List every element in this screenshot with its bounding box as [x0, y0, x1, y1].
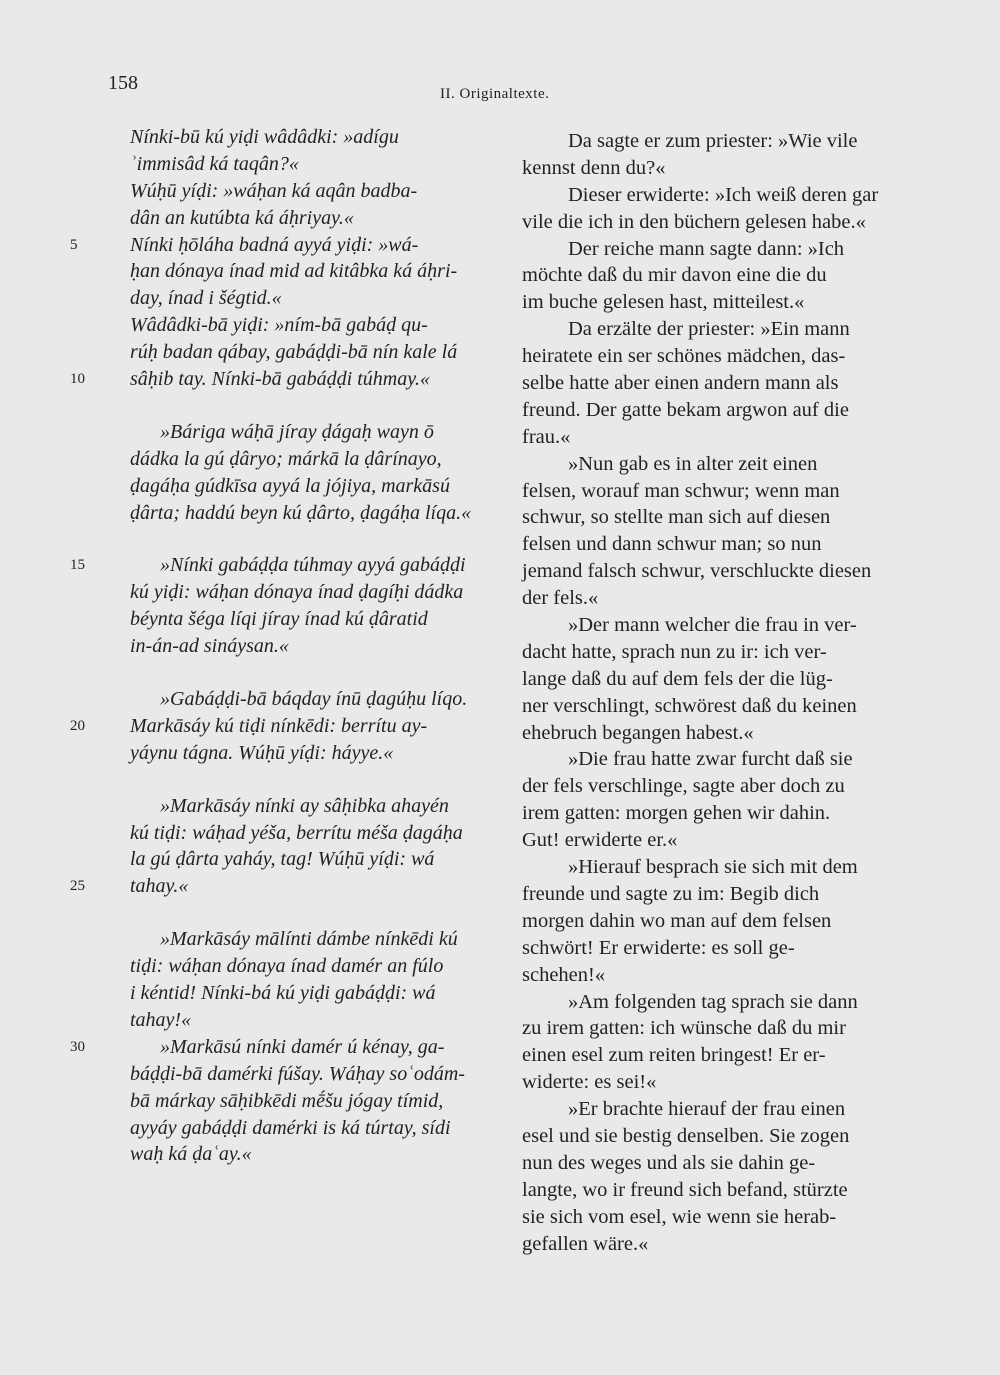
text-line: esel und sie bestig denselben. Sie zogen — [522, 1124, 850, 1147]
text-line — [70, 1115, 510, 1142]
text-line: vile die ich in den büchern gelesen habe.« — [522, 210, 866, 233]
line-text: ḍagáḥa gúdkīsa ayyá la jójiya, markāsú — [130, 474, 450, 497]
line-text: ḍârta; haddú beyn kú ḍârto, ḍagáḥa líqa.« — [130, 501, 472, 524]
paragraph-gap — [70, 660, 510, 686]
text-line: langte, wo ir freund sich befand, stürzte — [522, 1178, 848, 1201]
text-line — [70, 205, 510, 232]
line-text: Wâdâdki-bā yiḍi: »ním-bā gabáḍ qu- — [130, 314, 428, 337]
text-line — [70, 151, 510, 178]
text-line: schwur, so stellte man sich auf diesen — [522, 506, 831, 529]
line-text: tahay!« — [130, 1008, 192, 1031]
line-text: sâḥib tay. Nínki-bā gabáḍḍi túhmay.« — [130, 368, 430, 391]
text-line: möchte daß du mir davon eine die du — [522, 264, 827, 287]
line-text: tiḍi: wáḥan dónaya ínad damér an fúlo — [130, 955, 444, 978]
text-line: jemand falsch schwur, verschluckte diesen — [522, 560, 872, 583]
line-text: béynta šéga líqi jíray ínad kú ḍâratid — [130, 608, 428, 631]
text-line: Gut! erwiderte er.« — [522, 829, 678, 852]
text-line — [70, 1088, 510, 1115]
line-text: »Markāsáy mālínti dámbe nínkēdi kú — [160, 928, 458, 951]
line-number: 25 — [70, 878, 85, 895]
text-line: »Er brachte hierauf der frau einen — [568, 1098, 846, 1121]
text-line — [70, 1061, 510, 1088]
text-line — [70, 1034, 510, 1061]
text-line: »Am folgenden tag sprach sie dann — [568, 990, 858, 1013]
page-number: 158 — [108, 72, 138, 94]
line-text: báḍḍi-bā damérki fúšay. Wáḥay soʿodám- — [130, 1062, 465, 1085]
text-line: schehen!« — [522, 963, 606, 986]
text-line — [70, 419, 510, 446]
paragraph-gap — [70, 900, 510, 926]
text-line: Der reiche mann sagte dann: »Ich — [568, 237, 845, 260]
text-line — [70, 926, 510, 953]
line-text: in-án-ad sináysan.« — [130, 635, 289, 658]
line-number: 30 — [70, 1038, 85, 1055]
text-line — [70, 980, 510, 1007]
paragraph-gap — [70, 767, 510, 793]
running-head: II. Originaltexte. — [440, 86, 550, 102]
text-line: selbe hatte aber einen andern mann als — [522, 372, 839, 395]
text-line: heiratete ein ser schönes mädchen, das- — [522, 345, 846, 368]
line-number: 10 — [70, 371, 85, 388]
line-text: tahay.« — [130, 875, 189, 898]
line-text: ḥan dónaya ínad mid ad kitâbka ká áḥri- — [130, 260, 458, 283]
line-text: »Nínki gabáḍḍa túhmay ayyá gabáḍḍi — [160, 554, 466, 577]
line-number: 20 — [70, 717, 85, 734]
text-line — [70, 473, 510, 500]
text-line — [70, 285, 510, 312]
line-number: 15 — [70, 557, 85, 574]
text-line — [70, 713, 510, 740]
line-text: kú tiḍi: wáḥad yéša, berrítu méša ḍagáḥa — [130, 821, 463, 844]
text-line: zu irem gatten: ich wünsche daß du mir — [522, 1017, 846, 1040]
line-text: Nínki ḥōláha badná ayyá yiḍi: »wá- — [130, 233, 419, 256]
text-line — [70, 339, 510, 366]
paragraph-gap — [70, 526, 510, 552]
line-text: ʾimmisâd ká taqân?« — [130, 152, 299, 175]
text-line: der fels verschlinge, sagte aber doch zu — [522, 775, 845, 798]
text-line: Dieser erwiderte: »Ich weiß deren gar — [568, 183, 879, 206]
line-text: rúḥ badan qábay, gabáḍḍi-bā nín kale lá — [130, 341, 458, 364]
line-text: day, ínad i šégtid.« — [130, 287, 282, 310]
text-line — [70, 1007, 510, 1034]
paragraph-gap — [70, 393, 510, 419]
line-text: »Markāsáy nínki ay sâḥibka ahayén — [160, 794, 449, 817]
text-line: Da erzälte der priester: »Ein mann — [568, 318, 850, 341]
text-line — [70, 178, 510, 205]
text-line — [70, 552, 510, 579]
line-text: »Gabáḍḍi-bā báqday ínū ḍagúḥu líqo. — [160, 688, 468, 711]
text-line: lange daß du auf dem fels der die lüg- — [522, 667, 833, 690]
line-text: ayyáy gabáḍḍi damérki is ká túrtay, sídi — [130, 1116, 451, 1139]
line-text: kú yiḍi: wáḥan dónaya ínad ḍagíḥi dádka — [130, 581, 464, 604]
text-line — [70, 1141, 510, 1168]
text-line — [70, 606, 510, 633]
text-line — [70, 124, 510, 151]
text-line: »Der mann welcher die frau in ver- — [568, 614, 857, 637]
text-line: schwört! Er erwiderte: es soll ge- — [522, 936, 795, 959]
text-line: freund. Der gatte bekam argwon auf die — [522, 398, 849, 421]
text-line: dacht hatte, sprach nun zu ir: ich ver- — [522, 640, 827, 663]
text-line: felsen und dann schwur man; so nun — [522, 533, 822, 556]
text-line: frau.« — [522, 425, 571, 448]
text-line: widerte: es sei!« — [522, 1071, 657, 1094]
line-text: dádka la gú ḍâryo; márkā la ḍârínayo, — [130, 447, 442, 470]
text-line — [70, 232, 510, 259]
text-line — [70, 579, 510, 606]
line-text: dân an kutúbta ká áḥriyay.« — [130, 206, 354, 229]
text-line: gefallen wäre.« — [522, 1232, 649, 1255]
text-line — [70, 686, 510, 713]
text-line: »Nun gab es in alter zeit einen — [568, 452, 818, 475]
text-line: morgen dahin wo man auf dem felsen — [522, 909, 832, 932]
text-line — [70, 846, 510, 873]
line-text: waḥ ká ḍaʿay.« — [130, 1143, 252, 1166]
text-line: felsen, worauf man schwur; wenn man — [522, 479, 840, 502]
text-line: nun des weges und als sie dahin ge- — [522, 1151, 816, 1174]
text-line: ner verschlingt, schwörest daß du keinen — [522, 694, 857, 717]
line-number: 5 — [70, 236, 78, 253]
text-line — [70, 633, 510, 660]
line-text: Markāsáy kú tiḍi nínkēdi: berrítu ay- — [130, 714, 428, 737]
text-line — [70, 740, 510, 767]
line-text: Nínki-bū kú yiḍi wâdâdki: »adígu — [130, 126, 399, 148]
text-line — [70, 820, 510, 847]
text-line: der fels.« — [522, 587, 599, 610]
text-line: im buche gelesen hast, mitteilest.« — [522, 291, 805, 314]
text-line: ehebruch begangen habest.« — [522, 721, 754, 744]
line-text: Wúḥū yíḍi: »wáḥan ká aqân badba- — [130, 179, 418, 202]
text-line: irem gatten: morgen gehen wir dahin. — [522, 802, 831, 825]
text-line: sie sich vom esel, wie wenn sie herab- — [522, 1205, 837, 1228]
text-line: »Die frau hatte zwar furcht daß sie — [568, 748, 853, 771]
text-line — [70, 873, 510, 900]
line-text: yáynu tágna. Wúḥū yíḍi: háyye.« — [130, 741, 394, 764]
line-text: la gú ḍârta yaháy, tag! Wúḥū yíḍi: wá — [130, 848, 435, 871]
right-column-german-translation — [522, 128, 912, 1257]
text-line: Da sagte er zum priester: »Wie vile — [568, 130, 858, 152]
text-line — [70, 793, 510, 820]
line-text: »Markāsú nínki damér ú kénay, ga- — [160, 1035, 445, 1058]
text-line: einen esel zum reiten bringest! Er er- — [522, 1044, 826, 1067]
text-line — [70, 366, 510, 393]
text-line: »Hierauf besprach sie sich mit dem — [568, 856, 858, 879]
text-line — [70, 258, 510, 285]
line-text: i kéntid! Nínki-bá kú yiḍi gabáḍḍi: wá — [130, 982, 436, 1005]
left-column-somali-text — [70, 124, 510, 1168]
text-line — [70, 312, 510, 339]
text-line — [70, 953, 510, 980]
text-line: kennst denn du?« — [522, 156, 666, 179]
line-text: »Báriga wáḥā jíray ḍágaḥ wayn ō — [160, 420, 434, 443]
text-line — [70, 500, 510, 527]
text-line — [70, 446, 510, 473]
line-text: bā márkay sāḥibkēdi mḗšu jógay tímid, — [130, 1089, 444, 1112]
text-line: freunde und sagte zu im: Begib dich — [522, 882, 820, 905]
